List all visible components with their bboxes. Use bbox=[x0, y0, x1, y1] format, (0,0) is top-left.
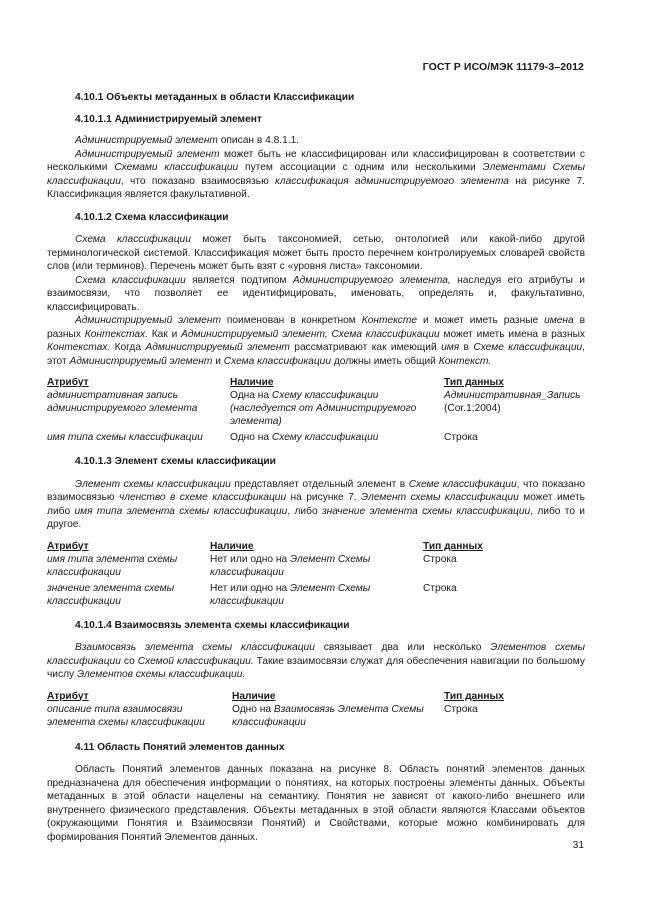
column-header: Тип данных bbox=[444, 377, 504, 388]
text-run: классификация администрируемого элемента bbox=[275, 175, 509, 187]
table-cell bbox=[47, 553, 210, 582]
text-run: Как и bbox=[147, 328, 182, 340]
text-run: Схема классификации bbox=[223, 355, 332, 367]
section-heading: 4.10.1.3 Элемент схемы классификации bbox=[75, 456, 276, 467]
text-run: Такие взаимосвязи служат для обеспечения навигации по большому числу bbox=[47, 655, 585, 680]
table-cell bbox=[210, 553, 423, 582]
text-run: Схема классификации bbox=[75, 274, 186, 286]
table-cell bbox=[47, 431, 230, 447]
text-run: наследуя его атрибуты и взаимосвязи, что позволяет ее идентифицировать, именовать, определять и, факультативно, классифицировать. bbox=[47, 274, 585, 313]
table-header-row bbox=[47, 540, 585, 553]
text-run: Схеме классификации bbox=[408, 478, 517, 490]
table-cell bbox=[230, 431, 444, 447]
text-run: Элементов схемы классификации bbox=[47, 642, 585, 667]
text-run: Одно на bbox=[230, 432, 272, 443]
document-header: ГОСТ Р ИСО/МЭК 11179-3–2012 bbox=[422, 61, 584, 73]
text-run: связывает два или несколько bbox=[314, 642, 491, 653]
text-run: может иметь либо bbox=[47, 492, 585, 517]
column-header: Тип данных bbox=[423, 540, 483, 552]
text-run: Строка bbox=[444, 703, 478, 715]
text-run: Администрируемого элемента, bbox=[292, 274, 451, 286]
text-run: Администрируемый элемент bbox=[75, 315, 221, 326]
text-run: (Cor.1:2004) bbox=[444, 403, 501, 414]
text-run: Взаимосвязь элемента схемы классификации bbox=[75, 642, 315, 653]
text-run: Схему классификации bbox=[271, 432, 379, 443]
table-cell bbox=[47, 703, 232, 732]
column-header: Тип данных bbox=[444, 690, 504, 702]
text-run: является подтипом bbox=[185, 274, 293, 286]
table-header-row bbox=[47, 376, 585, 389]
text-run: Администрируемый элемент, Схема классификации bbox=[181, 328, 440, 340]
text-run: Схема классификации bbox=[75, 234, 191, 245]
text-run: на рисунке 7. Классификация является факультативной. bbox=[47, 175, 585, 200]
text-run: Элементов схемы классификации. bbox=[76, 669, 246, 680]
table-row bbox=[47, 703, 585, 732]
text-run: должны иметь общий bbox=[331, 355, 439, 367]
text-run: имя типа схемы классификации bbox=[47, 432, 203, 443]
text-run: представляет отдельный элемент в bbox=[230, 478, 409, 490]
text-run: описан в 4.8.1.1. bbox=[217, 135, 300, 146]
text-run: путем ассоциации с одним или несколькими bbox=[238, 162, 483, 173]
table-header-row bbox=[47, 690, 585, 703]
text-run: административная запись администрируемого элемента bbox=[47, 390, 198, 414]
text-run: Нет или одно на bbox=[210, 553, 290, 565]
table-cell bbox=[423, 553, 585, 582]
page-content bbox=[47, 91, 585, 844]
table-cell bbox=[444, 703, 585, 732]
text-run: Администрируемый элемент bbox=[69, 355, 213, 367]
section-heading: 4.11 Область Понятий элементов данных bbox=[75, 741, 285, 753]
text-run: может быть таксономией, сетью, онтологией или какой-либо другой терминологической системой. Классификация может быть просто перечнем контролируемых словарей свойств слов (или терминов). Перечень может быть взят с «уровня листа» таксономии. bbox=[47, 234, 585, 272]
text-run: Элементами Схемы классификации bbox=[47, 162, 586, 187]
text-run: на рисунке 7. bbox=[286, 492, 362, 503]
text-run: Администрируемый элемент bbox=[145, 342, 290, 353]
text-run: , что показано взаимосвязью bbox=[120, 175, 276, 187]
table-row bbox=[47, 582, 585, 611]
paragraph bbox=[47, 314, 585, 368]
text-run: , либо bbox=[287, 505, 322, 517]
text-run: Административная_Запись bbox=[444, 390, 581, 401]
text-run: Строка bbox=[423, 582, 457, 594]
text-run: Контексте bbox=[361, 315, 418, 326]
table-cell bbox=[47, 582, 210, 611]
text-run: членство в схеме классификации bbox=[118, 492, 287, 503]
text-run: Контекстах. bbox=[84, 328, 148, 340]
text-run: Схемами классификации bbox=[114, 162, 239, 173]
text-run: в разных bbox=[47, 315, 585, 340]
text-run: имя типа элемента схемы классификации bbox=[74, 505, 288, 517]
text-run: Строка bbox=[423, 553, 457, 565]
column-header: Атрибут bbox=[47, 377, 89, 388]
attribute-table bbox=[47, 540, 585, 611]
text-run: и bbox=[212, 355, 224, 367]
paragraph bbox=[47, 134, 585, 148]
text-run: Элемент схемы классификации bbox=[361, 492, 519, 503]
table-row bbox=[47, 431, 585, 447]
text-run: в bbox=[459, 342, 474, 353]
paragraph bbox=[47, 274, 585, 315]
text-run: поименован в конкретном bbox=[220, 315, 362, 326]
text-run: , либо то и другое. bbox=[47, 505, 585, 530]
text-run: Взаимосвязь Элемента Схемы классификации bbox=[232, 703, 424, 728]
text-run: Схему классификации (наследуется от Администрируемого элемента) bbox=[230, 390, 417, 427]
text-run: описание типа взаимосвязи элемента схемы классификации bbox=[47, 703, 205, 728]
table-cell bbox=[232, 703, 444, 732]
text-run: Элемент Схемы классификации bbox=[210, 553, 371, 578]
table-cell bbox=[444, 389, 585, 431]
text-run: Контекст. bbox=[438, 355, 492, 367]
paragraph bbox=[47, 148, 585, 202]
section-heading: 4.10.1.2 Схема классификации bbox=[75, 211, 229, 223]
text-run: , этот bbox=[47, 342, 585, 367]
table-row bbox=[47, 553, 585, 582]
page-number: 31 bbox=[572, 840, 584, 851]
section-heading: 4.10.1.4 Взаимосвязь элемента схемы классификации bbox=[75, 619, 350, 631]
text-run: Контекстах. bbox=[47, 342, 111, 353]
text-run: Область Понятий элементов данных показана на рисунке 8. Область понятий элементов данных предназначена для обеспечения информации о понятиях, на которых построены элементы данных. Объекты метаданных в этой области нацелены на семантику. Понятия не зависят от какого-либо внешнего или внутреннего физического представления. Объекты метаданных в этой области являются Классами объектов (окружающими Понятия и Взаимосвязи Понятий) и Свойствами, которые можно комбинировать для формирования Понятий Элементов данных. bbox=[47, 764, 585, 843]
text-run: значение элемента схемы классификации bbox=[321, 505, 531, 517]
text-run: имя bbox=[441, 342, 460, 353]
table-cell bbox=[47, 389, 230, 431]
text-run: имена bbox=[544, 315, 574, 326]
text-run: и может иметь разные bbox=[417, 315, 545, 326]
text-run: Схемой классификации. bbox=[137, 655, 254, 667]
text-run: Одна на bbox=[230, 390, 272, 401]
text-run: рассматривают как имеющий bbox=[289, 342, 442, 353]
text-run: имя типа элемента схемы классификации bbox=[47, 553, 178, 578]
table-cell bbox=[423, 582, 585, 611]
text-run: значение элемента схемы классификации bbox=[47, 582, 175, 607]
text-run: , что показано взаимосвязью bbox=[47, 478, 585, 503]
text-run: Элемент Схемы классификации bbox=[210, 582, 371, 607]
text-run: Администрируемый элемент bbox=[75, 135, 218, 146]
text-run: может иметь имена в разных bbox=[439, 328, 585, 340]
paragraph bbox=[47, 641, 585, 682]
section-heading: 4.10.1 Объекты метаданных в области Классификации bbox=[75, 92, 355, 103]
text-run: Администрируемый элемент bbox=[75, 148, 220, 160]
text-run: Схеме классификации bbox=[473, 342, 583, 353]
column-header: Наличие bbox=[230, 377, 274, 388]
column-header: Атрибут bbox=[47, 540, 89, 552]
paragraph bbox=[47, 763, 585, 844]
text-run: Элемент схемы классификации bbox=[75, 478, 231, 490]
column-header: Атрибут bbox=[47, 690, 89, 702]
text-run: может быть не классифицирован или классифицирован в соответствии с несколькими bbox=[47, 148, 585, 173]
paragraph bbox=[47, 233, 585, 274]
text-run: Строка bbox=[444, 432, 478, 443]
attribute-table bbox=[47, 376, 585, 447]
text-run: Одно на bbox=[232, 703, 274, 715]
table-cell bbox=[210, 582, 423, 611]
column-header: Наличие bbox=[210, 540, 254, 552]
text-run: со bbox=[120, 655, 138, 667]
table-cell bbox=[444, 431, 585, 447]
table-row bbox=[47, 389, 585, 431]
paragraph bbox=[47, 478, 585, 532]
attribute-table bbox=[47, 690, 585, 732]
text-run: Нет или одно на bbox=[210, 582, 290, 594]
text-run: Когда bbox=[110, 342, 146, 353]
section-heading: 4.10.1.1 Администрируемый элемент bbox=[75, 113, 262, 125]
table-cell bbox=[230, 389, 444, 431]
column-header: Наличие bbox=[232, 690, 276, 702]
